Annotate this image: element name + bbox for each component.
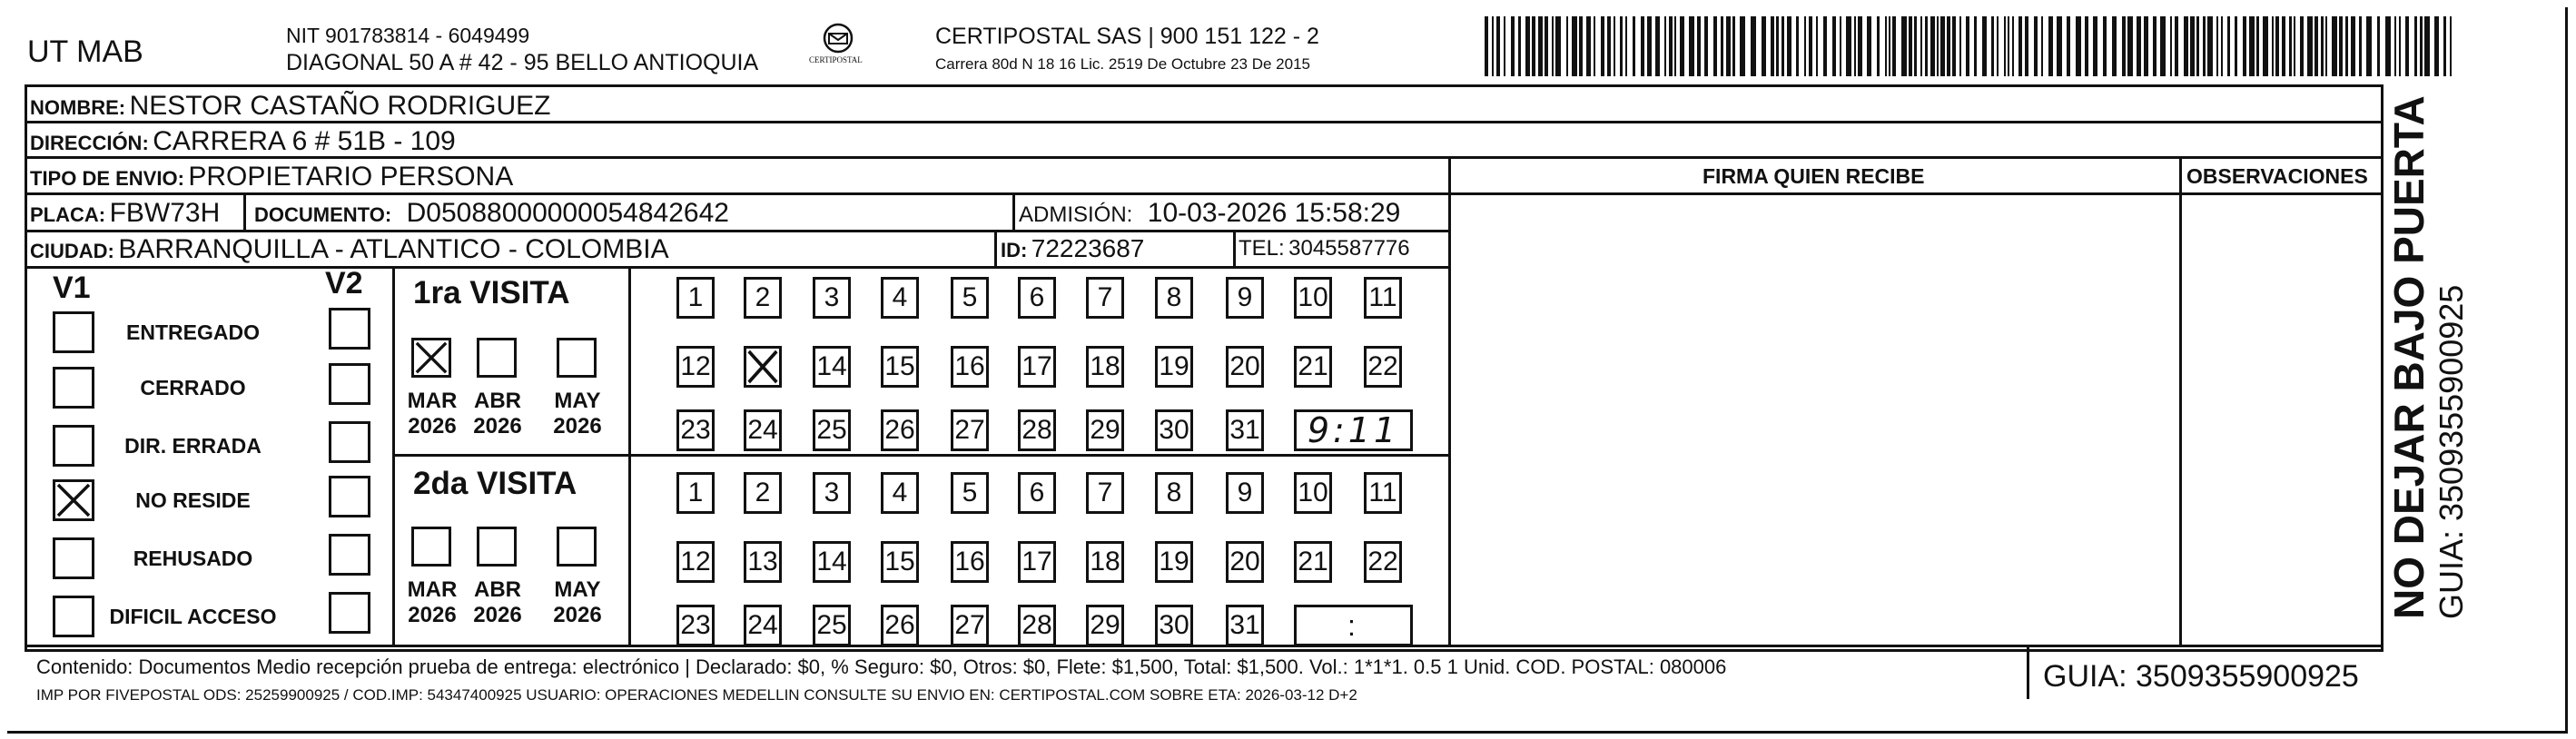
month-year: 2026 <box>473 414 522 438</box>
day-box-18[interactable]: 18 <box>1086 346 1124 388</box>
company-nit: NIT 901783814 - 6049499 <box>286 24 530 47</box>
day-box-8[interactable]: 8 <box>1155 277 1193 319</box>
day-box-9[interactable]: 9 <box>1226 472 1264 514</box>
day-box-29[interactable]: 29 <box>1086 605 1124 646</box>
day-box-22[interactable]: 22 <box>1364 346 1402 388</box>
day-box-24[interactable]: 24 <box>744 409 782 451</box>
day-box-31[interactable]: 31 <box>1226 605 1264 646</box>
footer-guide-number: GUIA: 3509355900925 <box>2043 659 2359 694</box>
day-box-21[interactable]: 21 <box>1294 541 1332 583</box>
document-value: D05088000000054842642 <box>406 198 729 228</box>
day-box-9[interactable]: 9 <box>1226 277 1264 319</box>
day-box-1[interactable]: 1 <box>676 277 715 319</box>
day-box-11[interactable]: 11 <box>1364 277 1402 319</box>
month-year: 2026 <box>473 603 522 627</box>
day-box-23[interactable]: 23 <box>676 605 715 646</box>
day-box-10[interactable]: 10 <box>1294 472 1332 514</box>
day-box-7[interactable]: 7 <box>1086 472 1124 514</box>
month-name: MAY <box>554 389 601 413</box>
status-label: DIR. ERRADA <box>124 434 262 458</box>
day-box-30[interactable]: 30 <box>1155 409 1193 451</box>
name-value: NESTOR CASTAÑO RODRIGUEZ <box>129 91 551 121</box>
status-label: ENTREGADO <box>126 320 260 344</box>
day-box-3[interactable]: 3 <box>813 472 851 514</box>
day-box-2[interactable]: 2 <box>744 472 782 514</box>
day-box-15[interactable]: 15 <box>881 541 919 583</box>
contents-text: Contenido: Documentos Medio recepción prueba de entrega: electrónico | Declarado: $0, % Seguro: $0, Otros: $0, Flete: $1,500, Total: $1,500. Vol.: 1*1*1. 0.5 1 Unid. COD. POSTAL: 080006 <box>36 655 1727 678</box>
day-box-14[interactable]: 14 <box>813 541 851 583</box>
day-box-3[interactable]: 3 <box>813 277 851 319</box>
day-box-20[interactable]: 20 <box>1226 541 1264 583</box>
day-box-8[interactable]: 8 <box>1155 472 1193 514</box>
day-box-20[interactable]: 20 <box>1226 346 1264 388</box>
month-year: 2026 <box>408 603 457 627</box>
day-box-25[interactable]: 25 <box>813 409 851 451</box>
logo-text: CERTIPOSTAL <box>809 55 863 64</box>
day-box-21[interactable]: 21 <box>1294 346 1332 388</box>
day-box-19[interactable]: 19 <box>1155 346 1193 388</box>
day-box-5[interactable]: 5 <box>951 277 989 319</box>
status-label: DIFICIL ACCESO <box>109 605 277 628</box>
visit2-title: 2da VISITA <box>413 466 577 501</box>
day-box-30[interactable]: 30 <box>1155 605 1193 646</box>
type-value: PROPIETARIO PERSONA <box>188 162 514 192</box>
plate-label: PLACA: <box>30 203 106 226</box>
visit-time: 9:11 <box>1307 410 1400 450</box>
city-value: BARRANQUILLA - ATLANTICO - COLOMBIA <box>118 234 669 264</box>
id-value: 72223687 <box>1031 234 1145 262</box>
v1-label: V1 <box>53 271 91 305</box>
day-box-4[interactable]: 4 <box>881 277 919 319</box>
day-box-5[interactable]: 5 <box>951 472 989 514</box>
carrier-name: CERTIPOSTAL SAS | 900 151 122 - 2 <box>935 24 1319 49</box>
status-label: REHUSADO <box>133 547 253 570</box>
document-label: DOCUMENTO: <box>254 203 392 226</box>
day-box-29[interactable]: 29 <box>1086 409 1124 451</box>
name-label: NOMBRE: <box>30 96 126 119</box>
day-box-2[interactable]: 2 <box>744 277 782 319</box>
print-info-text: IMP POR FIVEPOSTAL ODS: 25259900925 / COD.IMP: 54347400925 USUARIO: OPERACIONES MEDELLIN CONSULTE SU ENVIO EN: CERTIPOSTAL.COM SOBRE ETA: 2026-03-12 D+2 <box>36 686 1357 704</box>
month-name: ABR <box>474 389 521 413</box>
day-box-16[interactable]: 16 <box>951 541 989 583</box>
month-year: 2026 <box>553 414 602 438</box>
type-label: TIPO DE ENVIO: <box>30 167 184 190</box>
day-box-4[interactable]: 4 <box>881 472 919 514</box>
day-box-10[interactable]: 10 <box>1294 277 1332 319</box>
address-label: DIRECCIÓN: <box>30 132 149 154</box>
company-name: UT MAB <box>27 34 143 69</box>
status-label: CERRADO <box>140 376 246 399</box>
day-box-16[interactable]: 16 <box>951 346 989 388</box>
admission-label: ADMISIÓN: <box>1019 202 1133 227</box>
visit1-title: 1ra VISITA <box>413 275 570 310</box>
day-box-28[interactable]: 28 <box>1018 409 1056 451</box>
day-box-12[interactable]: 12 <box>676 541 715 583</box>
status-label: NO RESIDE <box>135 488 251 512</box>
carrier-address: Carrera 80d N 18 16 Lic. 2519 De Octubre 23 De 2015 <box>935 55 1310 73</box>
month-name: MAY <box>554 577 601 602</box>
day-box-24[interactable]: 24 <box>744 605 782 646</box>
city-label: CIUDAD: <box>30 240 114 262</box>
day-box-12[interactable]: 12 <box>676 346 715 388</box>
outer-border <box>7 7 2568 734</box>
admission-value: 10-03-2026 15:58:29 <box>1147 198 1401 228</box>
day-box-17[interactable]: 17 <box>1018 346 1056 388</box>
day-box-31[interactable]: 31 <box>1226 409 1264 451</box>
day-box-19[interactable]: 19 <box>1155 541 1193 583</box>
receiver-signature-label: FIRMA QUIEN RECIBE <box>1703 164 1925 188</box>
day-box-6[interactable]: 6 <box>1018 472 1056 514</box>
month-year: 2026 <box>553 603 602 627</box>
day-box-13[interactable]: 13 <box>744 541 782 583</box>
day-box-27[interactable]: 27 <box>951 605 989 646</box>
day-box-26[interactable]: 26 <box>881 409 919 451</box>
day-box-27[interactable]: 27 <box>951 409 989 451</box>
month-name: ABR <box>474 577 521 602</box>
month-name: MAR <box>407 577 458 602</box>
day-box-25[interactable]: 25 <box>813 605 851 646</box>
day-box-7[interactable]: 7 <box>1086 277 1124 319</box>
id-label: ID: <box>1001 239 1028 261</box>
observations-label: OBSERVACIONES <box>2186 164 2368 188</box>
tel-value: 3045587776 <box>1288 236 1410 261</box>
visit-time: : <box>1347 609 1359 642</box>
day-box-22[interactable]: 22 <box>1364 541 1402 583</box>
day-box-6[interactable]: 6 <box>1018 277 1056 319</box>
tel-label: TEL: <box>1239 236 1285 261</box>
day-box-14[interactable]: 14 <box>813 346 851 388</box>
day-box-11[interactable]: 11 <box>1364 472 1402 514</box>
company-address: DIAGONAL 50 A # 42 - 95 BELLO ANTIOQUIA <box>286 50 759 75</box>
month-name: MAR <box>407 389 458 413</box>
day-box-28[interactable]: 28 <box>1018 605 1056 646</box>
month-year: 2026 <box>408 414 457 438</box>
day-box-23[interactable]: 23 <box>676 409 715 451</box>
address-value: CARRERA 6 # 51B - 109 <box>153 126 456 156</box>
side-warning: NO DEJAR BAJO PUERTA <box>2385 95 2433 619</box>
day-box-18[interactable]: 18 <box>1086 541 1124 583</box>
day-box-15[interactable]: 15 <box>881 346 919 388</box>
day-box-1[interactable]: 1 <box>676 472 715 514</box>
day-box-17[interactable]: 17 <box>1018 541 1056 583</box>
side-guide-number: GUIA: 3509355900925 <box>2433 284 2470 619</box>
day-box-26[interactable]: 26 <box>881 605 919 646</box>
v2-label: V2 <box>325 266 363 301</box>
plate-value: FBW73H <box>109 198 221 228</box>
